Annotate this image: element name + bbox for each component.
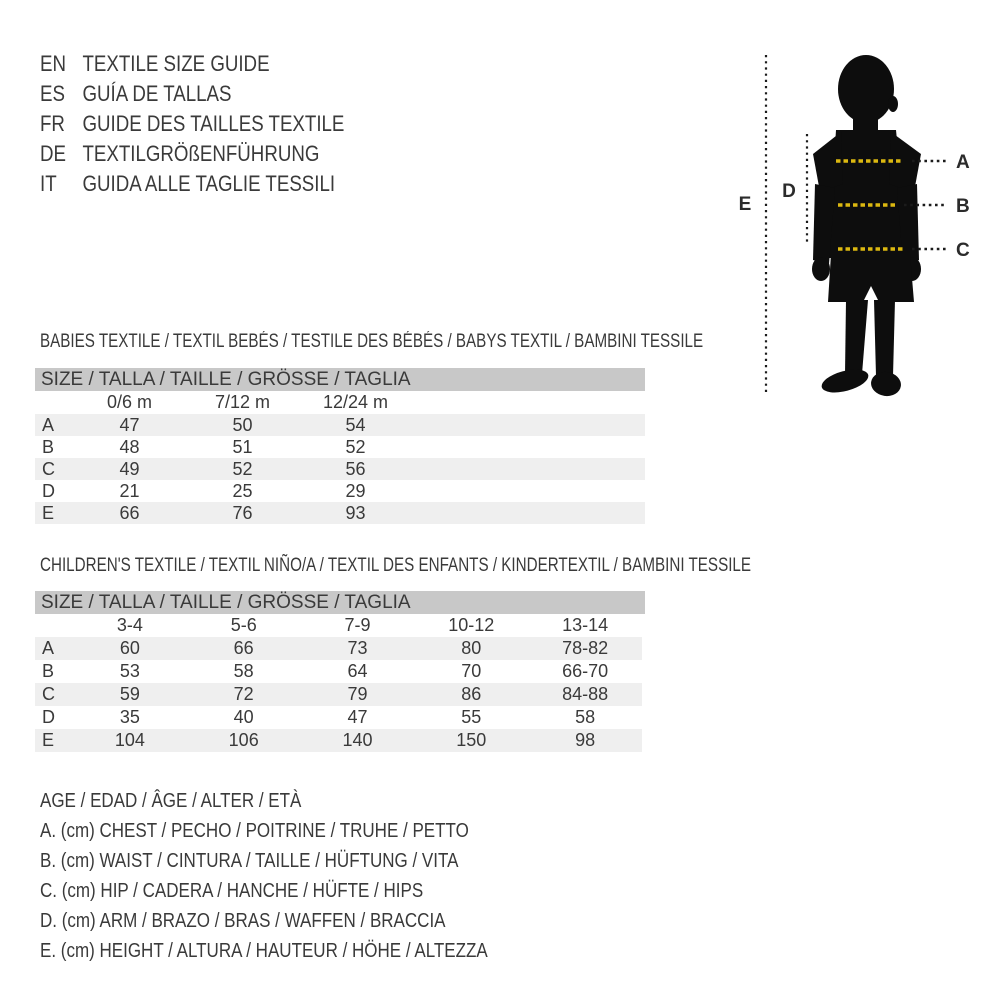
size-cell: 66-70 bbox=[562, 661, 609, 681]
size-cell: 104 bbox=[114, 730, 145, 750]
size-cell: 52 bbox=[345, 436, 366, 457]
table-row bbox=[35, 706, 642, 729]
size-cell: 47 bbox=[119, 414, 140, 435]
size-cell: 52 bbox=[232, 458, 253, 479]
guide-title-fr: GUIDE DES TAILLES TEXTILE bbox=[82, 111, 345, 136]
legend-age: AGE / EDAD / ÂGE / ALTER / ETÀ bbox=[40, 790, 302, 812]
table-row bbox=[35, 436, 645, 458]
row-label: C bbox=[42, 684, 55, 704]
children-col-2: 7-9 bbox=[344, 615, 371, 635]
measurement-figure bbox=[700, 40, 980, 410]
size-cell: 79 bbox=[347, 684, 368, 704]
size-cell: 76 bbox=[232, 502, 253, 523]
table-row bbox=[35, 729, 642, 752]
babies-col-2: 12/24 m bbox=[322, 392, 389, 412]
size-cell: 51 bbox=[232, 436, 253, 457]
language-code-de: DE bbox=[40, 141, 66, 166]
language-row-es bbox=[40, 79, 344, 109]
row-label: B bbox=[42, 436, 55, 457]
row-label: D bbox=[42, 707, 55, 727]
size-cell: 66 bbox=[233, 638, 254, 658]
figure-label-d: D bbox=[782, 181, 796, 202]
size-cell: 55 bbox=[461, 707, 482, 727]
babies-size-table bbox=[35, 391, 645, 524]
table-row bbox=[35, 683, 642, 706]
guide-title-it: GUIDA ALLE TAGLIE TESSILI bbox=[82, 171, 336, 196]
babies-section-title: BABIES TEXTILE / TEXTIL BEBÉS / TESTILE DES BÉBÉS / BABYS TEXTIL / BAMBINI TESSILE bbox=[40, 331, 704, 352]
measurement-legend bbox=[40, 786, 488, 966]
babies-col-1: 7/12 m bbox=[214, 392, 271, 412]
children-table-header-label: SIZE / TALLA / TAILLE / GRÖSSE / TAGLIA bbox=[41, 592, 411, 613]
table-row bbox=[35, 660, 642, 683]
size-cell: 140 bbox=[342, 730, 373, 750]
size-cell: 53 bbox=[119, 661, 140, 681]
size-cell: 59 bbox=[119, 684, 140, 704]
row-label: B bbox=[42, 661, 55, 681]
table-row bbox=[35, 637, 642, 660]
size-cell: 49 bbox=[119, 458, 140, 479]
language-row-it bbox=[40, 169, 344, 199]
language-code-es: ES bbox=[40, 81, 65, 106]
size-cell: 86 bbox=[461, 684, 482, 704]
size-cell: 150 bbox=[456, 730, 487, 750]
guide-title-en: TEXTILE SIZE GUIDE bbox=[82, 51, 270, 76]
children-section-title: CHILDREN'S TEXTILE / TEXTIL NIÑO/A / TEXTIL DES ENFANTS / KINDERTEXTIL / BAMBINI TESSILE bbox=[40, 555, 752, 576]
row-label: A bbox=[42, 638, 55, 658]
figure-label-c: C bbox=[956, 240, 970, 261]
row-label: C bbox=[42, 458, 55, 479]
size-cell: 80 bbox=[461, 638, 482, 658]
row-label: A bbox=[42, 414, 55, 435]
babies-col-0: 0/6 m bbox=[106, 392, 153, 412]
children-table-header-bar bbox=[35, 591, 645, 614]
size-cell: 47 bbox=[347, 707, 368, 727]
size-cell: 25 bbox=[232, 480, 253, 501]
size-cell: 72 bbox=[233, 684, 254, 704]
babies-table-header-label: SIZE / TALLA / TAILLE / GRÖSSE / TAGLIA bbox=[41, 369, 411, 390]
children-column-header-row bbox=[35, 614, 642, 637]
size-cell: 58 bbox=[233, 661, 254, 681]
legend-arm-d: D. (cm) ARM / BRAZO / BRAS / WAFFEN / BRACCIA bbox=[40, 910, 446, 932]
legend-chest-a: A. (cm) CHEST / PECHO / POITRINE / TRUHE / PETTO bbox=[40, 820, 469, 842]
size-cell: 50 bbox=[232, 414, 253, 435]
language-row-en bbox=[40, 49, 344, 79]
size-cell: 70 bbox=[461, 661, 482, 681]
guide-title-es: GUÍA DE TALLAS bbox=[82, 81, 232, 106]
size-cell: 64 bbox=[347, 661, 368, 681]
size-cell: 29 bbox=[345, 480, 366, 501]
table-row bbox=[35, 480, 645, 502]
language-row-de bbox=[40, 139, 344, 169]
table-row bbox=[35, 458, 645, 480]
size-cell: 54 bbox=[345, 414, 366, 435]
children-col-4: 13-14 bbox=[562, 615, 609, 635]
children-size-table bbox=[35, 614, 642, 752]
size-cell: 40 bbox=[233, 707, 254, 727]
size-cell: 21 bbox=[119, 480, 140, 501]
row-label: D bbox=[42, 480, 55, 501]
table-row bbox=[35, 502, 645, 524]
language-code-en: EN bbox=[40, 51, 66, 76]
figure-label-e: E bbox=[738, 194, 752, 215]
size-cell: 78-82 bbox=[562, 638, 609, 658]
size-cell: 35 bbox=[119, 707, 140, 727]
size-cell: 56 bbox=[345, 458, 366, 479]
size-cell: 98 bbox=[575, 730, 596, 750]
row-label: E bbox=[42, 502, 55, 523]
children-col-1: 5-6 bbox=[230, 615, 257, 635]
size-cell: 93 bbox=[345, 502, 366, 523]
children-col-3: 10-12 bbox=[448, 615, 495, 635]
size-cell: 48 bbox=[119, 436, 140, 457]
babies-column-header-row bbox=[35, 391, 645, 414]
row-label: E bbox=[42, 730, 55, 750]
size-cell: 66 bbox=[119, 502, 140, 523]
language-title-block bbox=[40, 49, 344, 199]
legend-hip-c: C. (cm) HIP / CADERA / HANCHE / HÜFTE / HIPS bbox=[40, 880, 424, 902]
measurement-figure-svg bbox=[700, 40, 980, 410]
children-col-0: 3-4 bbox=[116, 615, 143, 635]
size-cell: 60 bbox=[119, 638, 140, 658]
figure-label-a: A bbox=[956, 152, 970, 173]
legend-waist-b: B. (cm) WAIST / CINTURA / TAILLE / HÜFTUNG / VITA bbox=[40, 850, 459, 872]
size-cell: 58 bbox=[575, 707, 596, 727]
language-code-fr: FR bbox=[40, 111, 65, 136]
language-row-fr bbox=[40, 109, 344, 139]
size-cell: 84-88 bbox=[562, 684, 609, 704]
figure-label-b: B bbox=[956, 196, 970, 217]
child-silhouette-icon bbox=[812, 55, 921, 398]
size-cell: 73 bbox=[347, 638, 368, 658]
size-cell: 106 bbox=[228, 730, 259, 750]
guide-title-de: TEXTILGRÖßENFÜHRUNG bbox=[82, 141, 320, 166]
legend-height-e: E. (cm) HEIGHT / ALTURA / HAUTEUR / HÖHE / ALTEZZA bbox=[40, 940, 488, 962]
table-row bbox=[35, 414, 645, 436]
language-code-it: IT bbox=[40, 171, 57, 196]
babies-table-header-bar bbox=[35, 368, 645, 391]
